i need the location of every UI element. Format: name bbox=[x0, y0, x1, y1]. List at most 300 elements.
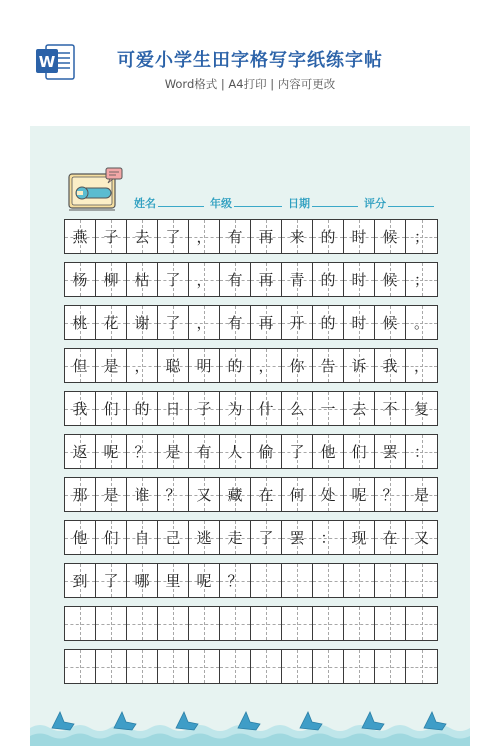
grid-row bbox=[64, 348, 438, 383]
grid-cell[interactable] bbox=[375, 564, 406, 597]
score-label: 评分 bbox=[364, 197, 386, 210]
grid-row bbox=[64, 649, 438, 684]
grid-character: 走 bbox=[227, 529, 243, 547]
grid-cell[interactable] bbox=[344, 521, 375, 554]
grid-row bbox=[64, 520, 438, 555]
grid-character: 去 bbox=[351, 400, 367, 418]
grid-character: 逃 bbox=[196, 529, 212, 547]
grid-character: 不 bbox=[382, 400, 398, 418]
grid-cell[interactable] bbox=[158, 263, 189, 296]
grid-cell[interactable] bbox=[220, 564, 251, 597]
grid-cell[interactable] bbox=[220, 263, 251, 296]
grid-character: 人 bbox=[227, 443, 243, 461]
grid-character bbox=[96, 607, 126, 640]
grid-cell[interactable] bbox=[406, 220, 437, 253]
grid-character bbox=[375, 564, 405, 597]
grid-character: 偷 bbox=[258, 443, 274, 461]
grid-character: 时 bbox=[351, 314, 367, 332]
grid-character: 聪 bbox=[165, 357, 181, 375]
grid-cell[interactable] bbox=[127, 220, 158, 253]
grid-character bbox=[344, 650, 374, 683]
grid-cell[interactable] bbox=[127, 478, 158, 511]
grid-character bbox=[127, 607, 157, 640]
grid-character: 那 bbox=[72, 486, 88, 504]
grid-cell[interactable] bbox=[96, 220, 127, 253]
grid-character: ； bbox=[413, 271, 429, 289]
grid-cell[interactable] bbox=[406, 478, 437, 511]
grid-character: 桃 bbox=[72, 314, 88, 332]
grid-cell[interactable] bbox=[375, 392, 406, 425]
word-icon-letter: W bbox=[38, 53, 56, 71]
grid-cell[interactable] bbox=[282, 650, 313, 683]
grid-cell[interactable] bbox=[96, 392, 127, 425]
grid-character: 有 bbox=[227, 314, 243, 332]
grade-label: 年级 bbox=[210, 197, 232, 210]
grid-cell[interactable] bbox=[251, 220, 282, 253]
grid-character: 。 bbox=[413, 314, 429, 332]
grid-character: 来 bbox=[289, 228, 305, 246]
grid-cell[interactable] bbox=[189, 349, 220, 382]
grid-character: 何 bbox=[289, 486, 305, 504]
grid-character: 但 bbox=[72, 357, 88, 375]
grid-character: 处 bbox=[320, 486, 336, 504]
grid-row bbox=[64, 563, 438, 598]
grid-cell[interactable] bbox=[282, 607, 313, 640]
grid-character bbox=[406, 564, 437, 597]
grid-cell[interactable] bbox=[344, 392, 375, 425]
grid-cell[interactable] bbox=[158, 306, 189, 339]
grid-cell[interactable] bbox=[313, 349, 344, 382]
grid-character: 是 bbox=[165, 443, 181, 461]
grid-character: 复 bbox=[413, 400, 429, 418]
grid-character: 什 bbox=[258, 400, 274, 418]
grid-cell[interactable] bbox=[220, 392, 251, 425]
grid-cell[interactable] bbox=[189, 478, 220, 511]
grid-character bbox=[96, 650, 126, 683]
grid-cell[interactable] bbox=[251, 349, 282, 382]
grid-character: ， bbox=[134, 357, 150, 375]
grid-character: 现 bbox=[351, 529, 367, 547]
grid-character: 子 bbox=[196, 400, 212, 418]
grid-character: 再 bbox=[258, 314, 274, 332]
grid-cell[interactable] bbox=[65, 220, 96, 253]
grid-cell[interactable] bbox=[220, 306, 251, 339]
grid-character: 他 bbox=[320, 443, 336, 461]
grid-cell[interactable] bbox=[127, 521, 158, 554]
grid-character: 的 bbox=[227, 357, 243, 375]
grid-cell[interactable] bbox=[313, 392, 344, 425]
grid-cell[interactable] bbox=[406, 392, 437, 425]
grid-cell[interactable] bbox=[220, 521, 251, 554]
grid-cell[interactable] bbox=[406, 349, 437, 382]
grid-character bbox=[344, 607, 374, 640]
grid-character: 他 bbox=[72, 529, 88, 547]
grid-character bbox=[189, 607, 219, 640]
grid-character: 己 bbox=[165, 529, 181, 547]
grid-cell[interactable] bbox=[375, 478, 406, 511]
grid-cell[interactable] bbox=[282, 521, 313, 554]
grid-character: 谁 bbox=[134, 486, 150, 504]
grid-cell[interactable] bbox=[96, 564, 127, 597]
grid-cell[interactable] bbox=[158, 349, 189, 382]
grid-character: 的 bbox=[134, 400, 150, 418]
grid-character: 罢 bbox=[382, 443, 398, 461]
grid-cell[interactable] bbox=[189, 564, 220, 597]
grid-character: 们 bbox=[351, 443, 367, 461]
grid-cell[interactable] bbox=[282, 306, 313, 339]
grid-character: 枯 bbox=[134, 271, 150, 289]
grid-cell[interactable] bbox=[282, 478, 313, 511]
grid-character: 么 bbox=[289, 400, 305, 418]
grid-character: 候 bbox=[382, 271, 398, 289]
grid-cell[interactable] bbox=[344, 650, 375, 683]
grid-character: 我 bbox=[382, 357, 398, 375]
grid-cell[interactable] bbox=[375, 521, 406, 554]
grid-cell[interactable] bbox=[127, 392, 158, 425]
grade-field[interactable] bbox=[210, 192, 232, 208]
grid-cell[interactable] bbox=[344, 435, 375, 468]
grid-cell[interactable] bbox=[189, 392, 220, 425]
grid-character: 们 bbox=[103, 529, 119, 547]
grade-underline bbox=[234, 206, 282, 207]
grid-cell[interactable] bbox=[406, 306, 437, 339]
grid-cell[interactable] bbox=[65, 392, 96, 425]
grid-character: ？ bbox=[227, 572, 243, 590]
grid-character: 在 bbox=[258, 486, 274, 504]
score-field[interactable] bbox=[364, 192, 386, 208]
grid-character: 再 bbox=[258, 228, 274, 246]
grid-cell[interactable] bbox=[375, 220, 406, 253]
grid-character: 诉 bbox=[351, 357, 367, 375]
paper-boats-waves-decoration bbox=[30, 698, 470, 746]
grid-character: 的 bbox=[320, 228, 336, 246]
date-underline bbox=[312, 206, 358, 207]
grid-character: 告 bbox=[320, 357, 336, 375]
grid-character: 藏 bbox=[227, 486, 243, 504]
grid-cell[interactable] bbox=[375, 650, 406, 683]
grid-cell[interactable] bbox=[158, 521, 189, 554]
grid-cell[interactable] bbox=[344, 263, 375, 296]
grid-character: 是 bbox=[103, 357, 119, 375]
grid-cell[interactable] bbox=[65, 435, 96, 468]
grid-character: ， bbox=[196, 228, 212, 246]
grid-character: 时 bbox=[351, 271, 367, 289]
grid-row bbox=[64, 391, 438, 426]
grid-character: 呢 bbox=[351, 486, 367, 504]
date-field[interactable] bbox=[288, 192, 310, 208]
grid-character: 里 bbox=[165, 572, 181, 590]
grid-character: 去 bbox=[134, 228, 150, 246]
grid-cell[interactable] bbox=[406, 521, 437, 554]
grid-character bbox=[220, 607, 250, 640]
grid-cell[interactable] bbox=[313, 564, 344, 597]
grid-cell[interactable] bbox=[158, 435, 189, 468]
grid-character: 了 bbox=[289, 443, 305, 461]
grid-character: 是 bbox=[413, 486, 429, 504]
grid-cell[interactable] bbox=[406, 263, 437, 296]
grid-cell[interactable] bbox=[220, 349, 251, 382]
grid-cell[interactable] bbox=[375, 263, 406, 296]
grid-cell[interactable] bbox=[344, 564, 375, 597]
grid-character: 了 bbox=[258, 529, 274, 547]
grid-cell[interactable] bbox=[251, 478, 282, 511]
grid-row bbox=[64, 434, 438, 469]
page-subtitle: Word格式 | A4打印 | 内容可更改 bbox=[164, 77, 336, 91]
grid-character: ： bbox=[413, 443, 429, 461]
grid-cell[interactable] bbox=[406, 650, 437, 683]
grid-character bbox=[158, 607, 188, 640]
paper-boat-icon bbox=[114, 712, 136, 730]
student-info-row bbox=[30, 192, 470, 208]
grid-character: 是 bbox=[103, 486, 119, 504]
grid-cell[interactable] bbox=[282, 349, 313, 382]
grid-cell[interactable] bbox=[127, 650, 158, 683]
grid-character bbox=[375, 607, 405, 640]
grid-cell[interactable] bbox=[189, 607, 220, 640]
grid-character bbox=[313, 607, 343, 640]
grid-cell[interactable] bbox=[251, 263, 282, 296]
grid-cell[interactable] bbox=[127, 349, 158, 382]
grid-row bbox=[64, 305, 438, 340]
grid-cell[interactable] bbox=[158, 392, 189, 425]
grid-cell[interactable] bbox=[127, 263, 158, 296]
grid-character: 有 bbox=[227, 271, 243, 289]
grid-character: 又 bbox=[413, 529, 429, 547]
grid-character: 候 bbox=[382, 228, 398, 246]
page-title: 可爱小学生田字格写字纸练字帖 bbox=[117, 50, 383, 71]
grid-cell[interactable] bbox=[282, 435, 313, 468]
grid-cell[interactable] bbox=[65, 564, 96, 597]
grid-cell[interactable] bbox=[96, 650, 127, 683]
grid-cell[interactable] bbox=[251, 392, 282, 425]
name-label: 姓名 bbox=[134, 197, 156, 210]
grid-character: 谢 bbox=[134, 314, 150, 332]
grid-character: ， bbox=[196, 271, 212, 289]
grid-cell[interactable] bbox=[344, 220, 375, 253]
grid-character: 有 bbox=[196, 443, 212, 461]
grid-character: ； bbox=[413, 228, 429, 246]
grid-cell[interactable] bbox=[220, 607, 251, 640]
grid-cell[interactable] bbox=[406, 564, 437, 597]
grid-cell[interactable] bbox=[375, 306, 406, 339]
grid-cell[interactable] bbox=[158, 564, 189, 597]
grid-character bbox=[127, 650, 157, 683]
grid-cell[interactable] bbox=[313, 220, 344, 253]
grid-cell[interactable] bbox=[251, 564, 282, 597]
grid-character bbox=[406, 607, 437, 640]
grid-character: 时 bbox=[351, 228, 367, 246]
paper-boat-icon bbox=[176, 712, 198, 730]
grid-row bbox=[64, 606, 438, 641]
grid-character: 了 bbox=[103, 572, 119, 590]
grid-character bbox=[375, 650, 405, 683]
grid-character: ？ bbox=[382, 486, 398, 504]
grid-cell[interactable] bbox=[127, 607, 158, 640]
name-field[interactable] bbox=[134, 192, 156, 208]
grid-character: 呢 bbox=[196, 572, 212, 590]
grid-cell[interactable] bbox=[189, 306, 220, 339]
grid-cell[interactable] bbox=[96, 306, 127, 339]
grid-character: 罢 bbox=[289, 529, 305, 547]
grid-character: 候 bbox=[382, 314, 398, 332]
grid-character: 呢 bbox=[103, 443, 119, 461]
grid-cell[interactable] bbox=[158, 650, 189, 683]
grid-cell[interactable] bbox=[189, 650, 220, 683]
grid-cell[interactable] bbox=[313, 607, 344, 640]
grid-character: 在 bbox=[382, 529, 398, 547]
grid-character: 了 bbox=[165, 271, 181, 289]
grid-character bbox=[65, 650, 95, 683]
grid-character bbox=[282, 564, 312, 597]
date-label: 日期 bbox=[288, 197, 310, 210]
grid-cell[interactable] bbox=[65, 349, 96, 382]
grid-cell[interactable] bbox=[406, 435, 437, 468]
grid-character: 燕 bbox=[72, 228, 88, 246]
grid-character: 日 bbox=[165, 400, 181, 418]
grid-character: 的 bbox=[320, 271, 336, 289]
grid-character: 我 bbox=[72, 400, 88, 418]
paper-boat-icon bbox=[300, 712, 322, 730]
grid-character bbox=[344, 564, 374, 597]
grid-character: 你 bbox=[289, 357, 305, 375]
grid-cell[interactable] bbox=[282, 263, 313, 296]
document-header bbox=[0, 0, 500, 120]
tianzige-grid bbox=[64, 219, 438, 692]
grid-cell[interactable] bbox=[127, 306, 158, 339]
grid-character: ？ bbox=[165, 486, 181, 504]
grid-character: 们 bbox=[103, 400, 119, 418]
grid-character bbox=[313, 650, 343, 683]
grid-cell[interactable] bbox=[65, 607, 96, 640]
grid-character: 青 bbox=[289, 271, 305, 289]
grid-character: 自 bbox=[134, 529, 150, 547]
grid-cell[interactable] bbox=[220, 650, 251, 683]
grid-cell[interactable] bbox=[282, 220, 313, 253]
grid-character: 又 bbox=[196, 486, 212, 504]
grid-character: ， bbox=[196, 314, 212, 332]
grid-cell[interactable] bbox=[375, 607, 406, 640]
grid-cell[interactable] bbox=[65, 306, 96, 339]
grid-cell[interactable] bbox=[313, 263, 344, 296]
grid-character bbox=[158, 650, 188, 683]
grid-cell[interactable] bbox=[189, 521, 220, 554]
grid-cell[interactable] bbox=[251, 607, 282, 640]
grid-character: 再 bbox=[258, 271, 274, 289]
name-underline bbox=[158, 206, 204, 207]
grid-cell[interactable] bbox=[127, 435, 158, 468]
paper-boat-icon bbox=[362, 712, 384, 730]
paper-boat-icon bbox=[238, 712, 260, 730]
grid-cell[interactable] bbox=[406, 607, 437, 640]
grid-cell[interactable] bbox=[65, 478, 96, 511]
grid-cell[interactable] bbox=[251, 521, 282, 554]
grid-cell[interactable] bbox=[344, 478, 375, 511]
grid-cell[interactable] bbox=[96, 521, 127, 554]
grid-character bbox=[251, 650, 281, 683]
grid-cell[interactable] bbox=[189, 435, 220, 468]
grid-cell[interactable] bbox=[189, 220, 220, 253]
grid-character: 有 bbox=[227, 228, 243, 246]
practice-sheet bbox=[30, 126, 470, 746]
grid-cell[interactable] bbox=[375, 435, 406, 468]
grid-character bbox=[189, 650, 219, 683]
grid-cell[interactable] bbox=[313, 650, 344, 683]
grid-cell[interactable] bbox=[96, 478, 127, 511]
grid-character: 花 bbox=[103, 314, 119, 332]
grid-character bbox=[282, 650, 312, 683]
grid-row bbox=[64, 219, 438, 254]
grid-character: 明 bbox=[196, 357, 212, 375]
grid-cell[interactable] bbox=[96, 607, 127, 640]
grid-cell[interactable] bbox=[96, 349, 127, 382]
grid-cell[interactable] bbox=[344, 306, 375, 339]
paper-boat-icon bbox=[424, 712, 446, 730]
grid-character: 了 bbox=[165, 314, 181, 332]
grid-cell[interactable] bbox=[313, 306, 344, 339]
grid-cell[interactable] bbox=[344, 607, 375, 640]
grid-character: 一 bbox=[320, 400, 336, 418]
grid-character bbox=[65, 607, 95, 640]
grid-cell[interactable] bbox=[313, 478, 344, 511]
grid-character bbox=[251, 607, 281, 640]
grid-character: 到 bbox=[72, 572, 88, 590]
grid-character: ， bbox=[258, 357, 274, 375]
grid-cell[interactable] bbox=[313, 521, 344, 554]
grid-cell[interactable] bbox=[251, 306, 282, 339]
grid-cell[interactable] bbox=[220, 478, 251, 511]
grid-character: ？ bbox=[134, 443, 150, 461]
grid-cell[interactable] bbox=[189, 263, 220, 296]
grid-cell[interactable] bbox=[127, 564, 158, 597]
grid-character bbox=[406, 650, 437, 683]
grid-character: 为 bbox=[227, 400, 243, 418]
grid-cell[interactable] bbox=[158, 220, 189, 253]
grid-character bbox=[220, 650, 250, 683]
grid-cell[interactable] bbox=[96, 435, 127, 468]
grid-character: 返 bbox=[72, 443, 88, 461]
grid-character: 哪 bbox=[134, 572, 150, 590]
grid-character: 杨 bbox=[72, 271, 88, 289]
grid-character: 的 bbox=[320, 314, 336, 332]
grid-cell[interactable] bbox=[96, 263, 127, 296]
grid-cell[interactable] bbox=[251, 650, 282, 683]
grid-cell[interactable] bbox=[65, 521, 96, 554]
paper-boat-icon bbox=[52, 712, 74, 730]
grid-cell[interactable] bbox=[251, 435, 282, 468]
score-underline bbox=[388, 206, 434, 207]
grid-cell[interactable] bbox=[375, 349, 406, 382]
grid-cell[interactable] bbox=[220, 435, 251, 468]
grid-cell[interactable] bbox=[158, 607, 189, 640]
grid-row bbox=[64, 477, 438, 512]
grid-cell[interactable] bbox=[65, 650, 96, 683]
grid-character: 柳 bbox=[103, 271, 119, 289]
grid-character: ： bbox=[320, 529, 336, 547]
grid-character: 了 bbox=[165, 228, 181, 246]
grid-cell[interactable] bbox=[220, 220, 251, 253]
grid-cell[interactable] bbox=[65, 263, 96, 296]
grid-cell[interactable] bbox=[344, 349, 375, 382]
grid-character: 子 bbox=[103, 228, 119, 246]
grid-cell[interactable] bbox=[158, 478, 189, 511]
grid-cell[interactable] bbox=[282, 392, 313, 425]
grid-cell[interactable] bbox=[282, 564, 313, 597]
grid-character: ， bbox=[413, 357, 429, 375]
grid-character bbox=[282, 607, 312, 640]
grid-cell[interactable] bbox=[313, 435, 344, 468]
grid-character bbox=[251, 564, 281, 597]
grid-row bbox=[64, 262, 438, 297]
